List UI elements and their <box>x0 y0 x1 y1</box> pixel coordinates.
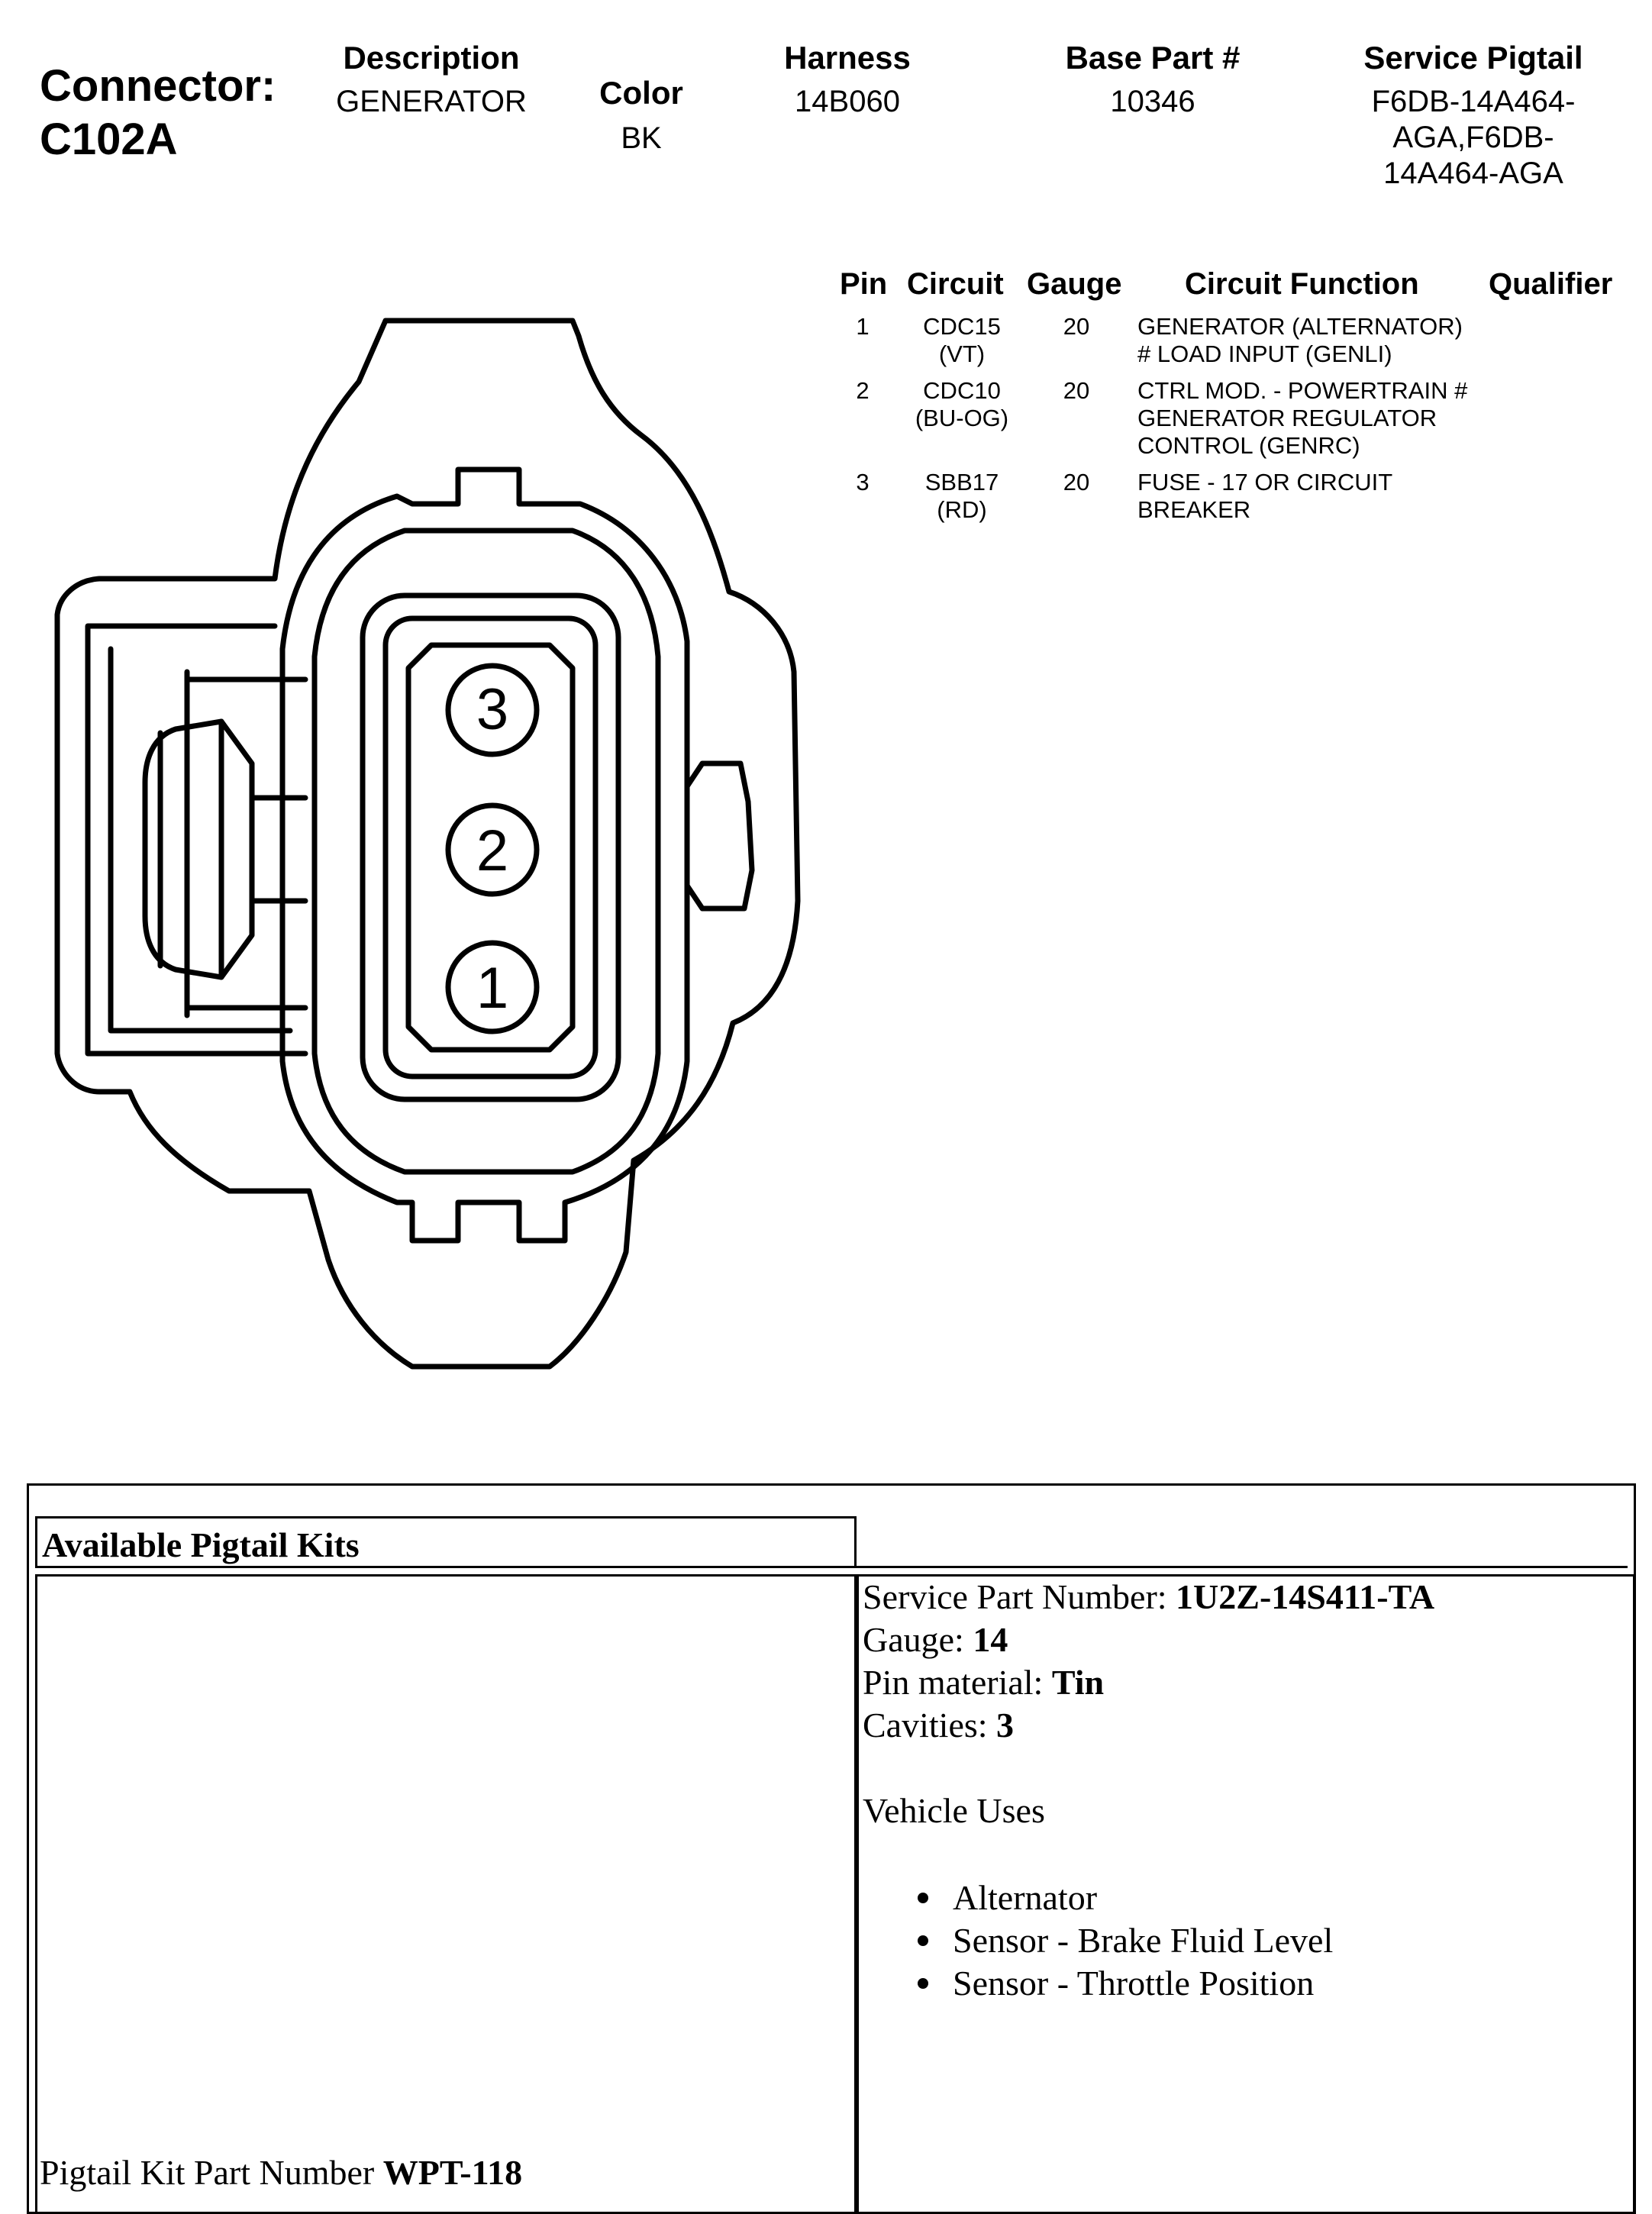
service-pigtail-line: F6DB-14A464- <box>1371 85 1576 118</box>
kit-details <box>863 1576 1626 2005</box>
bullet-icon <box>918 1978 928 1989</box>
pin-gauge: 20 <box>1063 313 1090 340</box>
service-part-value: 1U2Z-14S411-TA <box>1176 1577 1435 1616</box>
kit-gauge-label: Gauge: <box>863 1620 973 1659</box>
pin-function <box>1137 313 1489 368</box>
pin-function <box>1137 469 1489 524</box>
pin-material <box>863 1661 1626 1704</box>
vehicle-uses-list <box>863 1877 1626 2005</box>
kit-gauge <box>863 1619 1626 1661</box>
pin-number: 3 <box>856 469 870 495</box>
latch-lines <box>252 798 305 901</box>
pin-material-value: Tin <box>1051 1663 1105 1702</box>
connector-label: Connector: <box>40 61 276 111</box>
list-item <box>918 1919 1626 1962</box>
connector-face-diagram <box>0 290 832 1435</box>
pigtail-kit-part-number <box>40 2151 522 2194</box>
circuit-column-header: Circuit <box>907 267 1004 301</box>
base-part-header: Base Part # <box>1065 40 1241 76</box>
vehicle-use: Alternator <box>953 1878 1098 1917</box>
spacer <box>863 1832 1626 1877</box>
vehicle-uses-label: Vehicle Uses <box>863 1791 1045 1830</box>
circuit-color: (RD) <box>937 496 987 523</box>
service-pigtail-line: AGA,F6DB- <box>1392 121 1554 154</box>
pin-circuit <box>901 377 1023 432</box>
service-pigtail-header: Service Pigtail <box>1363 40 1583 76</box>
circuit-code: CDC10 <box>923 377 1001 404</box>
color-value: BK <box>621 121 662 155</box>
pin-1-label: 1 <box>476 956 509 1021</box>
harness-value: 14B060 <box>795 85 900 118</box>
function-line: # LOAD INPUT (GENLI) <box>1137 340 1392 367</box>
function-line: BREAKER <box>1137 496 1251 523</box>
side-key <box>687 763 752 909</box>
function-line: CTRL MOD. - POWERTRAIN # <box>1137 377 1468 404</box>
list-item <box>918 1962 1626 2005</box>
connector-id: C102A <box>40 115 178 164</box>
vehicle-use: Sensor - Brake Fluid Level <box>953 1921 1334 1960</box>
circuit-color: (BU-OG) <box>915 405 1009 431</box>
function-line: GENERATOR (ALTERNATOR) <box>1137 313 1463 340</box>
pin-gauge: 20 <box>1063 469 1090 495</box>
function-line: FUSE - 17 OR CIRCUIT <box>1137 469 1393 495</box>
cavities-label: Cavities: <box>863 1706 997 1744</box>
function-line: GENERATOR REGULATOR <box>1137 405 1437 431</box>
pin-3-label: 3 <box>476 677 509 742</box>
kit-part-label: Pigtail Kit Part Number <box>40 2153 383 2192</box>
pin-circuit <box>901 469 1023 524</box>
gauge-column-header: Gauge <box>1027 267 1122 301</box>
cavities <box>863 1704 1626 1747</box>
circuit-color: (VT) <box>938 340 986 367</box>
service-part-number <box>863 1576 1626 1619</box>
description-value: GENERATOR <box>336 85 527 118</box>
circuit-function-column-header: Circuit Function <box>1185 267 1419 301</box>
spacer <box>863 1747 1626 1790</box>
description-header: Description <box>343 40 520 76</box>
pin-number: 1 <box>856 313 870 340</box>
latch-rib <box>160 721 221 977</box>
latch-frame <box>88 626 305 1054</box>
kit-part-value: WPT-118 <box>382 2153 523 2192</box>
service-part-label: Service Part Number: <box>863 1577 1176 1616</box>
kit-image-cell <box>35 1574 857 2214</box>
service-pigtail-value <box>1328 84 1618 192</box>
bullet-icon <box>918 1935 928 1946</box>
bullet-icon <box>918 1893 928 1903</box>
pin-material-label: Pin material: <box>863 1663 1052 1702</box>
base-part-value: 10346 <box>1110 85 1195 118</box>
kit-gauge-value: 14 <box>973 1620 1008 1659</box>
pin-function <box>1137 377 1489 460</box>
harness-header: Harness <box>784 40 911 76</box>
pigtail-kits-title: Available Pigtail Kits <box>35 1516 857 1568</box>
color-header: Color <box>599 75 683 111</box>
pigtail-kits-header-blank <box>857 1516 1628 1568</box>
circuit-code: CDC15 <box>923 313 1001 340</box>
list-item <box>918 1877 1626 1919</box>
pin-2-label: 2 <box>476 818 509 883</box>
pin-column-header: Pin <box>840 267 888 301</box>
function-line: CONTROL (GENRC) <box>1137 432 1360 459</box>
cavities-value: 3 <box>996 1706 1015 1744</box>
circuit-code: SBB17 <box>924 469 999 495</box>
vehicle-use: Sensor - Throttle Position <box>953 1964 1315 2003</box>
pin-number: 2 <box>856 377 870 404</box>
qualifier-column-header: Qualifier <box>1489 267 1613 301</box>
pin-circuit <box>901 313 1023 368</box>
service-pigtail-line: 14A464-AGA <box>1383 157 1563 190</box>
connector-title <box>40 60 276 166</box>
pin-gauge: 20 <box>1063 377 1090 404</box>
